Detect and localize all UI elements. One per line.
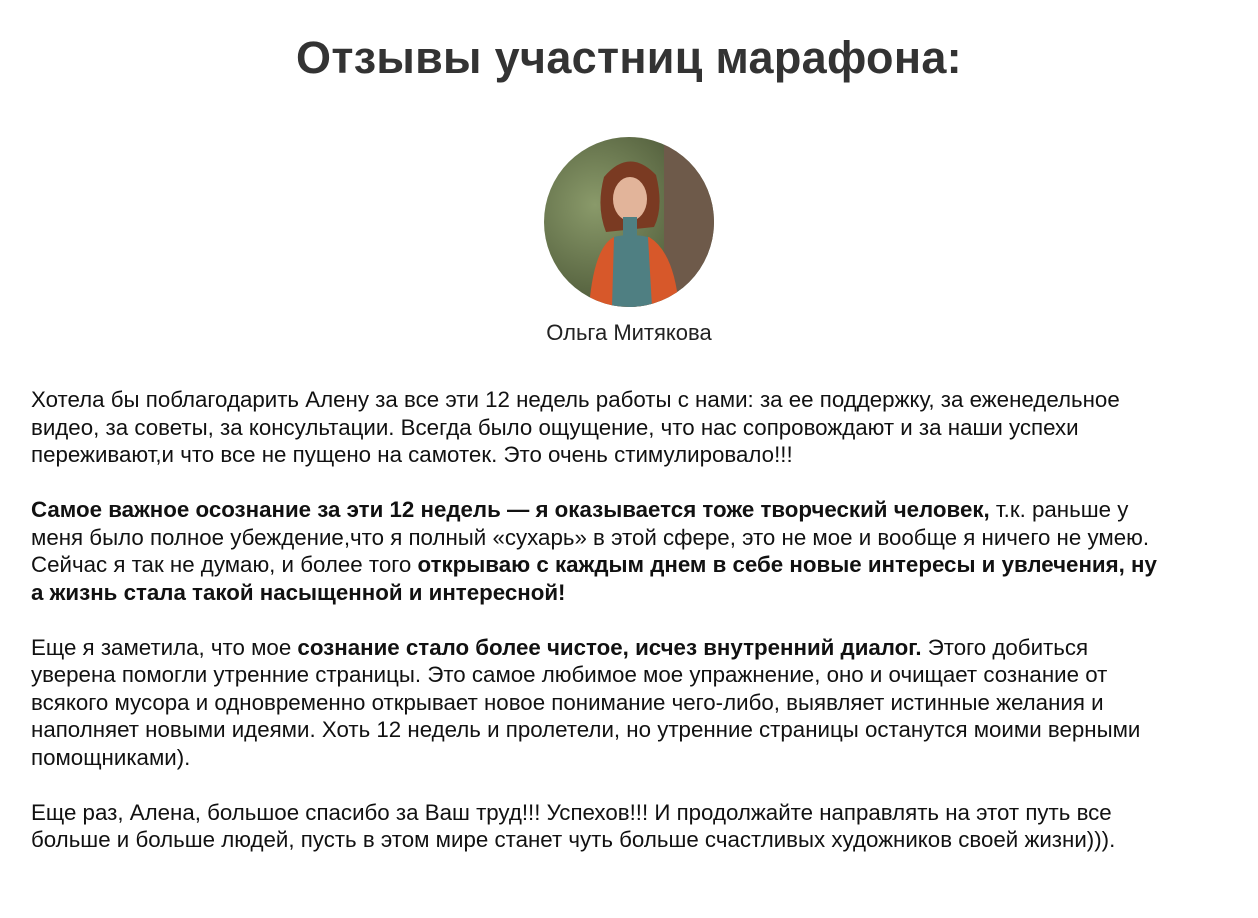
text-line [31,496,1241,524]
review-paragraph [31,386,1241,469]
review-paragraph [31,496,1241,606]
text: Еще я заметила, что мое [31,634,298,660]
text: т.к. раньше у [989,497,1129,522]
text: Сейчас я так не думаю, и более того [31,552,418,577]
bold-text: а жизнь стала такой насыщенной и интересной! [31,579,566,605]
text: наполняет новыми идеями. Хоть 12 недель и пролетели, но утренние страницы останутся моими верными [31,717,1141,742]
text: Этого добиться [921,634,1089,660]
text-line [31,689,1241,717]
text-line [31,441,1241,469]
text-line [31,386,1241,414]
text: всякого мусора и одновременно открывает новое понимание чего-либо, выявляет истинные желания и [31,689,1104,715]
text: уверена помогли утренние страницы. Это самое любимое мое упражнение, оно и очищает сознание от [31,662,1108,687]
review-paragraph [31,634,1241,772]
review-paragraph [31,799,1241,854]
text: больше и больше людей, пусть в этом мире станет чуть больше счастливых художников своей жизни))). [31,827,1116,852]
text: видео, за советы, за консультации. Всегда было ощущение, что нас сопровождают и за наши успехи [31,414,1079,440]
text-line [31,744,1241,772]
page-title: Отзывы участниц марафона: [296,32,962,83]
text-line [31,716,1241,744]
bold-text: открываю с каждым днем в себе новые интересы и увлечения, ну [417,552,1157,577]
reviewer-name: Ольга Митякова [546,320,712,345]
review-text [31,386,1241,881]
bold-text: Самое важное осознание за эти 12 недель — я оказывается тоже творческий человек, [31,497,990,522]
text: переживают,и что все не пущено на самотек. Это очень стимулировало!!! [31,442,793,467]
text: Хотела бы поблагодарить Алену за все эти 12 недель работы с нами: за ее поддержку, за еженедельное [31,387,1120,412]
text: помощниками). [31,744,191,770]
reviewer-avatar [544,137,714,307]
text-line [31,551,1241,579]
text: меня было полное убеждение,что я полный «сухарь» в этой сфере, это не мое и вообще я ничего не умею. [31,524,1150,550]
text-line [31,799,1241,827]
text-line [31,826,1241,854]
text-line [31,579,1241,607]
text-line [31,634,1241,662]
bold-text: сознание стало более чистое, исчез внутренний диалог. [297,634,922,660]
text-line [31,524,1241,552]
text: Еще раз, Алена, большое спасибо за Ваш труд!!! Успехов!!! И продолжайте направлять на этот путь все [31,799,1112,825]
text-line [31,414,1241,442]
text-line [31,661,1241,689]
reviewer-photo [544,137,714,307]
